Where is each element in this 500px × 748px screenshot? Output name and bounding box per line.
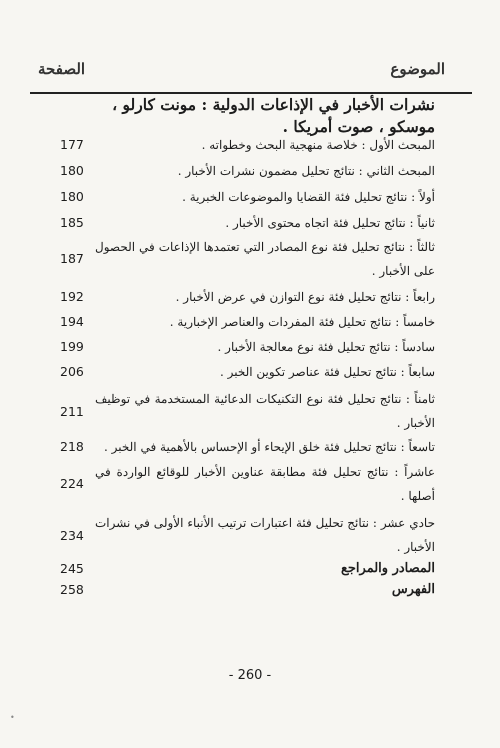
toc-entry-page: 206 [60, 364, 84, 379]
toc-entry-text: تاسعاً : نتائج تحليل فئة خلق الإيحاء أو الإحساس بالأهمية في الخبر . [104, 440, 435, 454]
toc-entry-text: سادساً : نتائج تحليل فئة نوع معالجة الأخبار . [217, 340, 435, 354]
toc-entry-text: عاشراً : نتائج تحليل فئة مطابقة عناوين الأخبار للوقائع الواردة في أصلها . [95, 465, 435, 503]
toc-entry-text: ثامناً : نتائج تحليل فئة نوع التكنيكات الدعائية المستخدمة في توظيف الأخبار . [95, 392, 435, 430]
toc-entry-text: أولاً : نتائج تحليل فئة القضايا والموضوعات الخبرية . [182, 190, 435, 204]
toc-entry-text: المبحث الثاني : نتائج تحليل مضمون نشرات الأخبار . [177, 164, 435, 178]
toc-entry-text: حادي عشر : نتائج تحليل فئة اعتبارات ترتيب الأنباء الأولى في نشرات الأخبار . [95, 516, 435, 554]
toc-entry-text: سابعاً : نتائج تحليل فئة عناصر تكوين الخبر . [220, 365, 435, 379]
toc-entry-text: ثانياً : نتائج تحليل فئة اتجاه محتوى الأخبار . [225, 216, 435, 230]
toc-entry-text: رابعاً : نتائج تحليل فئة نوع التوازن في عرض الأخبار . [175, 290, 435, 304]
toc-entry-page: 185 [60, 215, 84, 230]
section-title: نشرات الأخبار في الإذاعات الدولية : مونت كارلو ، موسكو ، صوت أمريكا . [112, 95, 435, 136]
scan-mark: • [10, 713, 15, 722]
toc-entry-text: المصادر والمراجع [340, 561, 435, 576]
toc-entry-text: الفهرس [391, 582, 435, 597]
toc-entry-page: 245 [60, 561, 84, 576]
page-number: - 260 - [228, 668, 272, 683]
toc-entry-text: ثالثاً : نتائج تحليل فئة نوع المصادر التي تعتمدها الإذاعات في الحصول على الأخبار . [95, 240, 435, 278]
toc-entry-text: المبحث الأول : خلاصة منهجية البحث وخطواته . [201, 138, 435, 152]
toc-entry-page: 224 [60, 476, 84, 491]
page-column-header: الصفحة [38, 60, 86, 78]
toc-entry-page: 192 [60, 289, 84, 304]
toc-entry-page: 180 [60, 163, 84, 178]
toc-entry-page: 194 [60, 314, 84, 329]
toc-entry-text: خامساً : نتائج تحليل فئة المفردات والعناصر الإخبارية . [169, 315, 435, 329]
toc-entry-page: 177 [60, 137, 84, 152]
toc-entry-page: 211 [60, 404, 84, 419]
toc-entry-page: 234 [60, 528, 84, 543]
toc-entry-page: 187 [60, 251, 84, 266]
toc-entry-page: 199 [60, 339, 84, 354]
toc-entry-page: 218 [60, 439, 84, 454]
toc-entry-page: 258 [60, 582, 84, 597]
topic-column-header: الموضوع [390, 60, 445, 78]
toc-entry-page: 180 [60, 189, 84, 204]
